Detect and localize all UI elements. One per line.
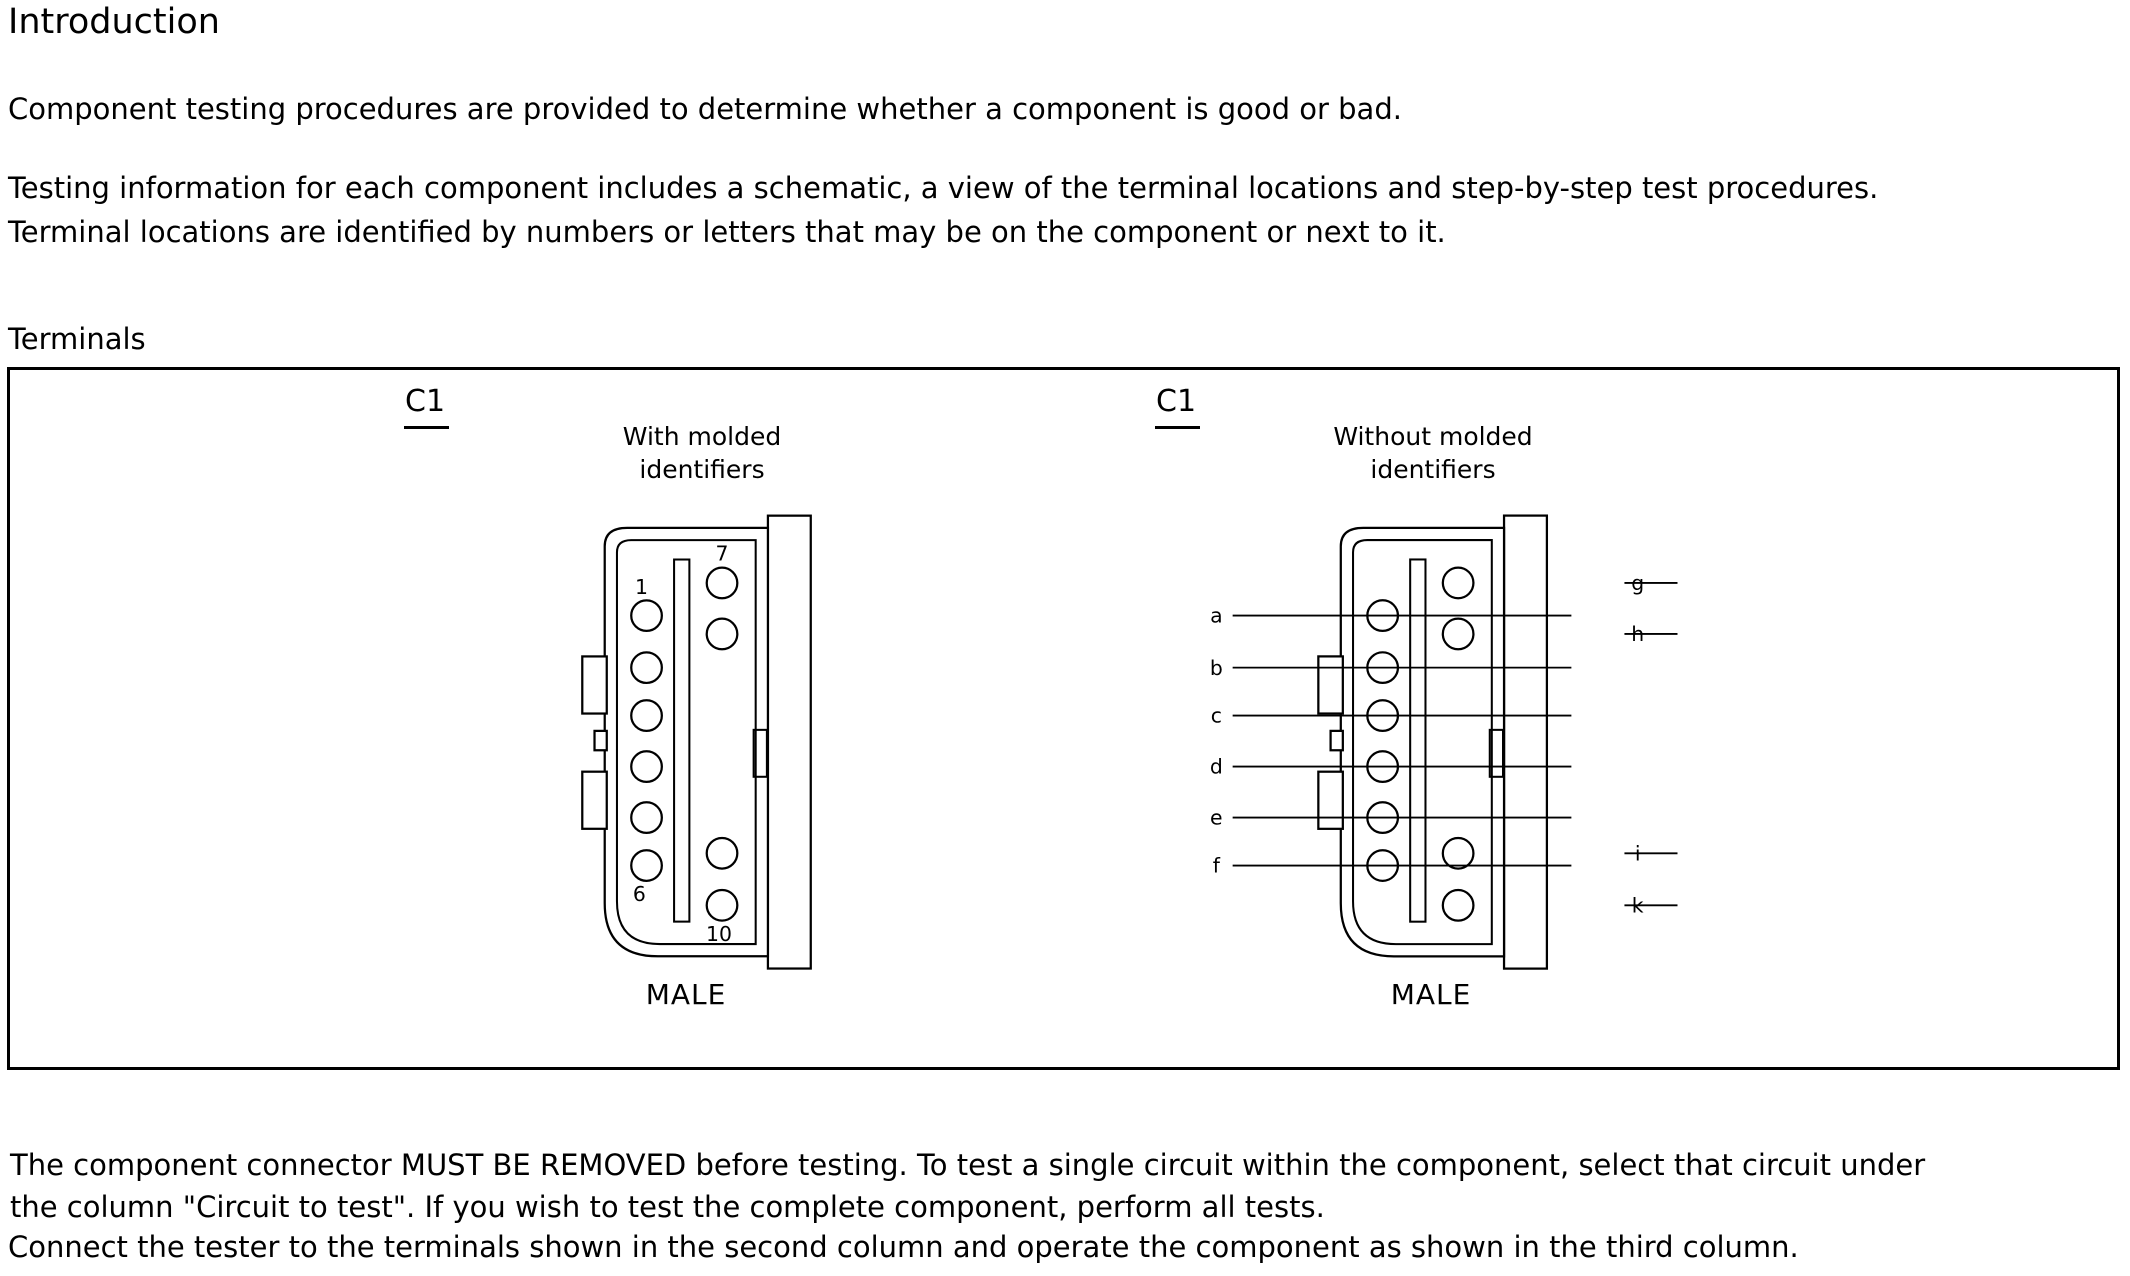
pin-number-last-left: 6	[632, 882, 646, 907]
connector-tab-upper	[1318, 656, 1342, 713]
intro-paragraph-2-line1: Testing information for each component includes a schematic, a view of the terminal locations and step-by-step test procedures.	[8, 171, 1879, 205]
pin-letter-g: g	[1631, 571, 1645, 596]
pin-letter-h: h	[1631, 622, 1645, 647]
footer-paragraph-1	[10, 1144, 1925, 1228]
connector-tab-small	[595, 731, 607, 750]
intro-paragraph-2	[8, 166, 1878, 254]
intro-paragraph-2-line2: Terminal locations are identified by numbers or letters that may be on the component or next to it.	[8, 215, 1446, 249]
pin-number-last-right: 10	[705, 922, 732, 946]
pin-number-first-right: 7	[715, 541, 729, 566]
terminal-6	[631, 850, 662, 881]
left-connector-caption	[552, 420, 852, 486]
left-connector-label: C1	[404, 384, 449, 429]
terminal-8	[707, 619, 738, 650]
terminal-2	[631, 652, 662, 683]
pin-letter-b: b	[1209, 655, 1223, 680]
connector-tab-small	[1331, 731, 1343, 750]
right-connector-caption	[1283, 420, 1583, 486]
terminal-9	[707, 838, 738, 869]
terminal-7	[707, 568, 738, 599]
right-connector-caption-line1: Without molded	[1333, 422, 1533, 451]
pin-letter-i: i	[1634, 841, 1641, 866]
terminal-3	[631, 700, 662, 731]
footer-paragraph-1-line1: The component connector MUST BE REMOVED before testing. To test a single circuit within the component, select that circuit under	[10, 1148, 1926, 1182]
pin-letter-a: a	[1210, 603, 1223, 628]
left-connector-caption-line2: identifiers	[639, 455, 765, 484]
terminal-h	[1443, 619, 1474, 650]
connector-housing	[1318, 516, 1547, 969]
connector-housing-outer	[605, 528, 768, 956]
connector-tab-upper	[582, 656, 606, 713]
terminal-5	[631, 802, 662, 833]
connector-housing-outer	[1341, 528, 1504, 957]
page-title: Introduction	[8, 2, 220, 42]
terminal-i	[1443, 838, 1474, 869]
right-connector-gender: MALE	[1390, 978, 1472, 1011]
terminals-heading: Terminals	[8, 322, 146, 356]
terminal-10	[707, 890, 738, 921]
pin-letter-c: c	[1210, 703, 1222, 728]
right-connector-caption-line2: identifiers	[1370, 455, 1496, 484]
right-connector-diagram	[1100, 487, 1753, 987]
left-connector-gender: MALE	[645, 978, 727, 1011]
connector-housing	[582, 516, 810, 969]
left-connector-diagram	[568, 487, 823, 987]
pin-letter-f: f	[1212, 853, 1220, 878]
connector-tab-lower	[1318, 772, 1342, 829]
terminal-g	[1443, 568, 1474, 599]
connector-tab-lower	[582, 772, 606, 829]
left-connector-caption-line1: With molded	[622, 422, 782, 451]
terminal-4	[631, 751, 662, 782]
terminal-k	[1443, 890, 1474, 921]
intro-paragraph-1: Component testing procedures are provided to determine whether a component is good or bad.	[8, 92, 1402, 126]
pin-letter-d: d	[1209, 754, 1223, 779]
connector-rail	[1504, 516, 1547, 969]
footer-paragraph-1-line2: the column "Circuit to test". If you wish to test the complete component, perform all tests.	[10, 1190, 1325, 1224]
pin-letter-k: k	[1631, 893, 1644, 918]
terminals-diagram-box	[7, 367, 2120, 1070]
footer-paragraph-2: Connect the tester to the terminals shown in the second column and operate the component as shown in the third column.	[8, 1230, 1799, 1264]
pin-number-first-left: 1	[634, 575, 648, 600]
terminal-1	[631, 600, 662, 631]
pin-letter-e: e	[1210, 805, 1223, 830]
right-connector-label: C1	[1155, 384, 1200, 429]
connector-rail	[768, 516, 811, 969]
